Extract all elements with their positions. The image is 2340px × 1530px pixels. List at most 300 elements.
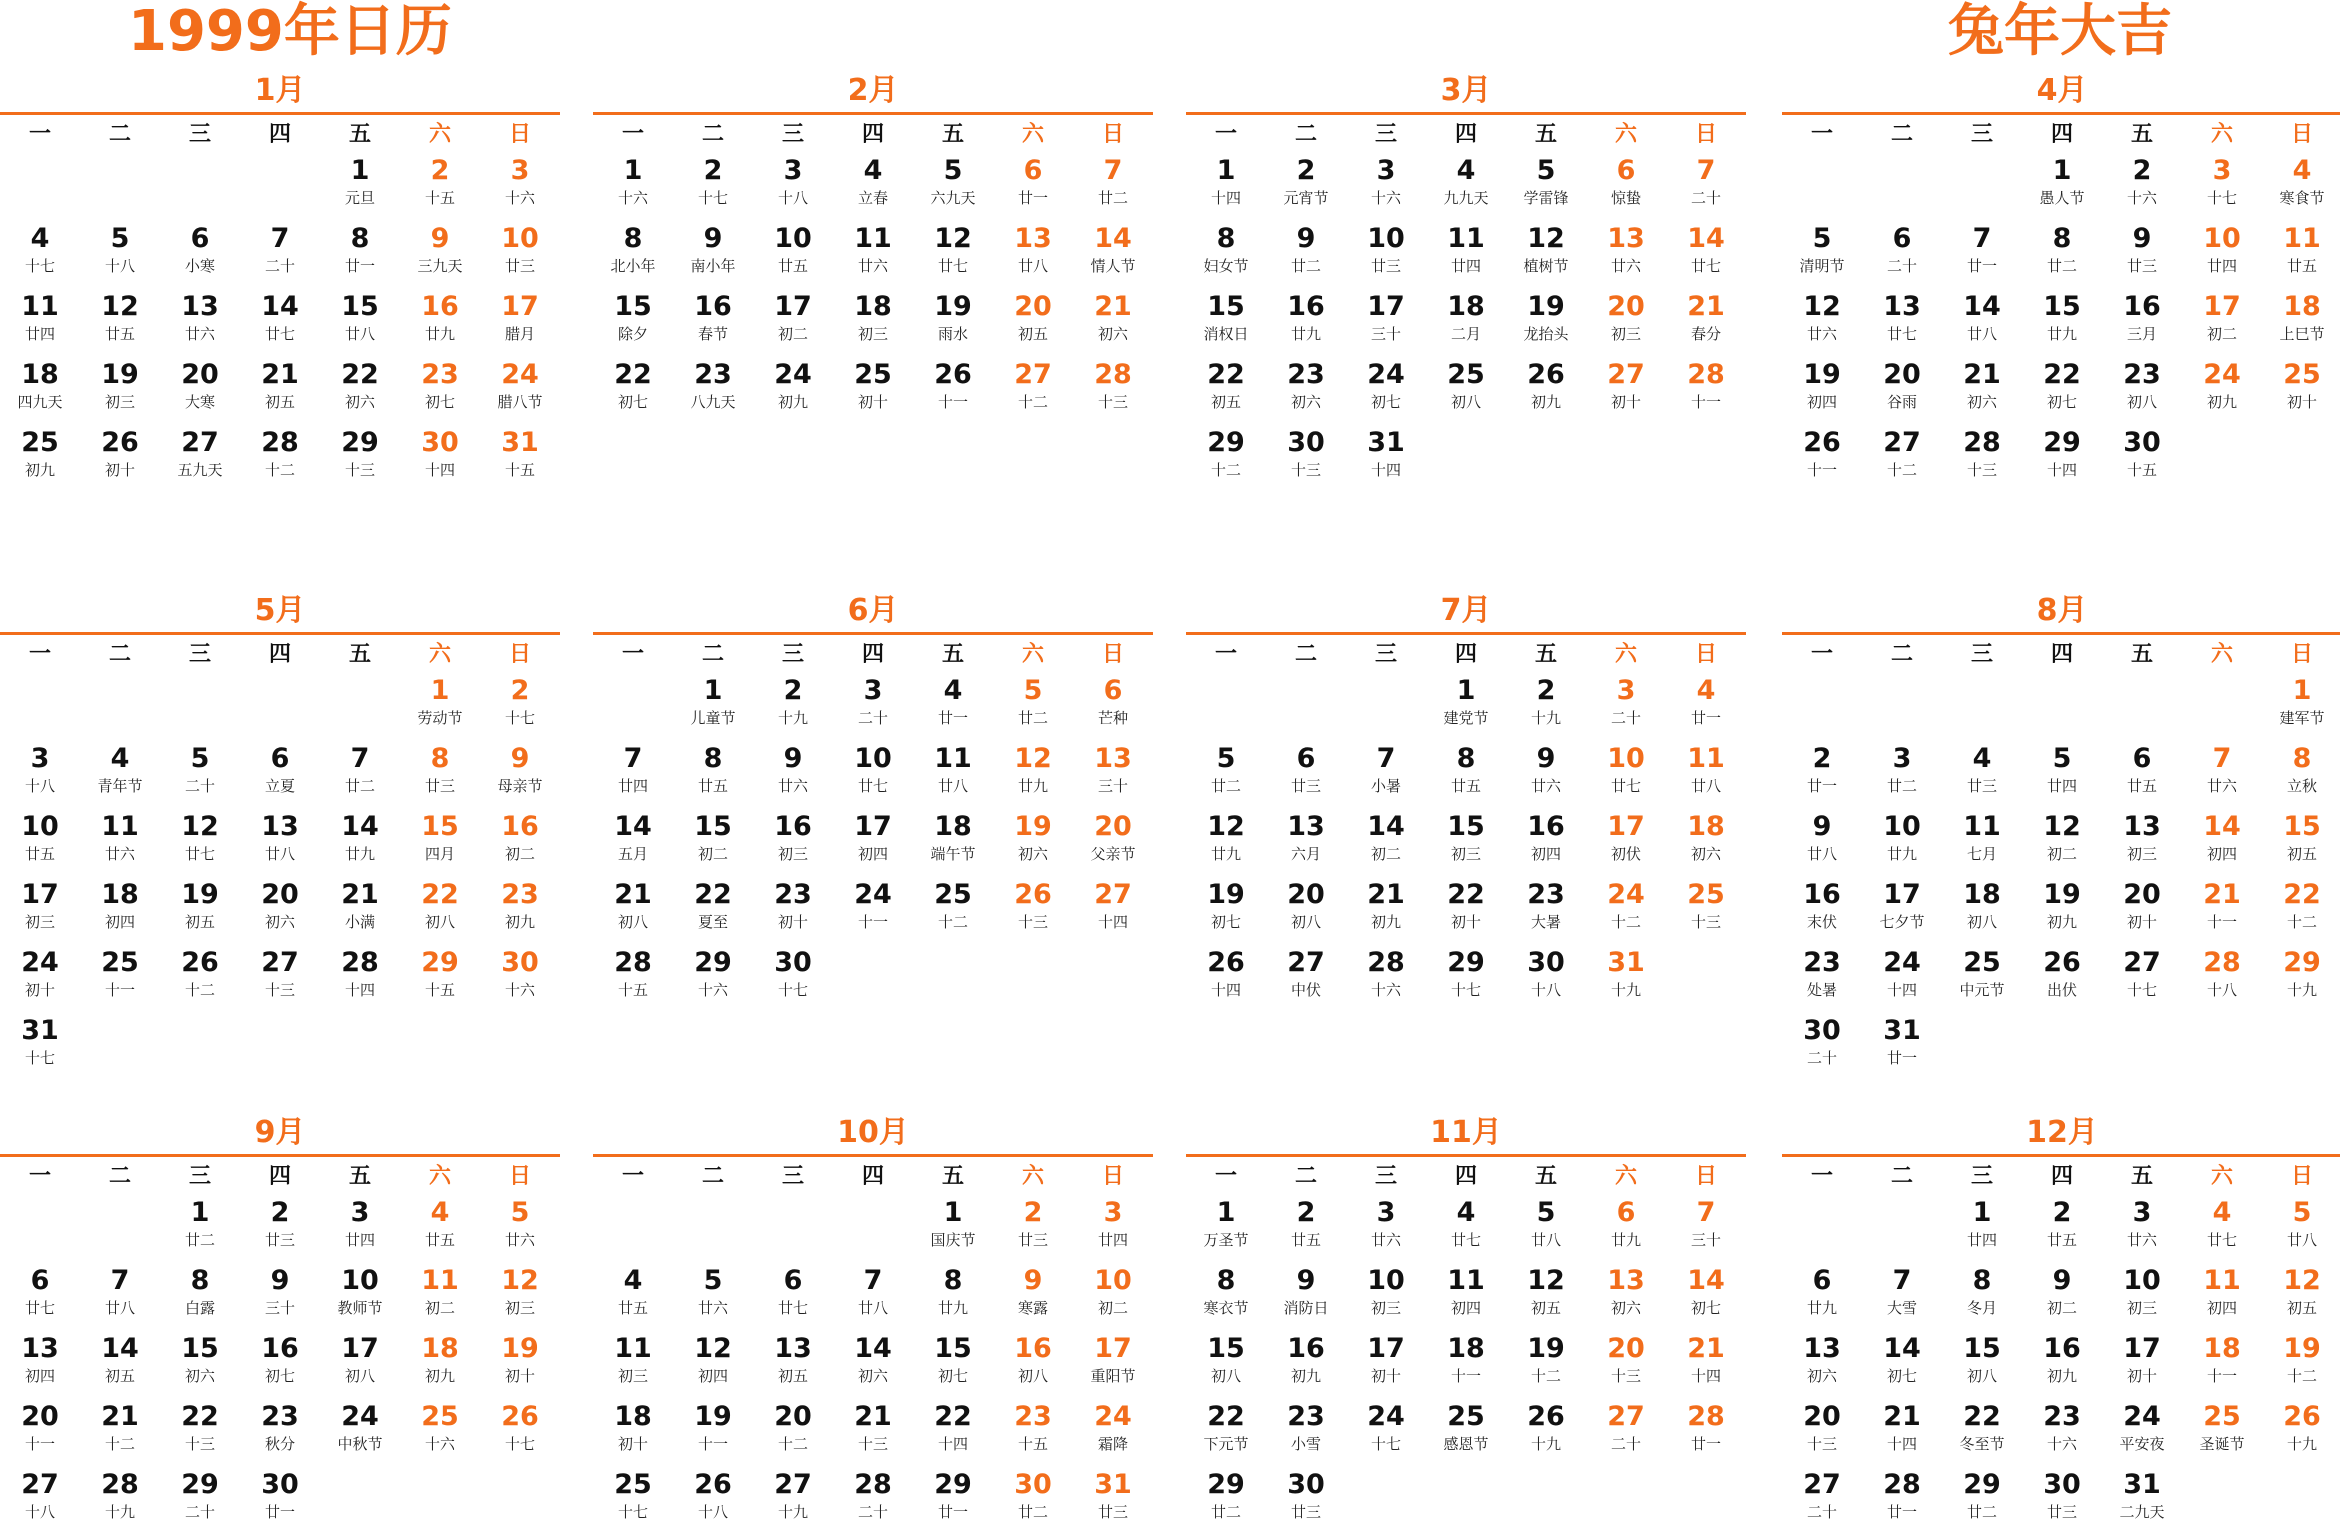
- day-cell: [1186, 742, 1266, 804]
- lunar-date: 初七: [1886, 1367, 1917, 1385]
- lunar-date: 廿九: [1610, 1231, 1641, 1249]
- weekday-label: 五: [941, 642, 964, 667]
- lunar-date: 初九: [424, 1367, 455, 1385]
- lunar-date: 廿五: [24, 845, 55, 863]
- lunar-date: 十九: [1530, 709, 1561, 727]
- lunar-date: 龙抬头: [1523, 325, 1569, 343]
- day-number: 29: [694, 947, 732, 978]
- day-cell: [913, 222, 993, 284]
- lunar-date: 初三: [2126, 1299, 2157, 1317]
- day-number: 22: [2043, 359, 2081, 390]
- day-cell: [1862, 426, 1942, 488]
- day-cell: [673, 222, 753, 284]
- day-cell: [400, 946, 480, 1008]
- lunar-date: 廿二: [1886, 777, 1917, 795]
- lunar-date: 廿九: [1886, 845, 1917, 863]
- day-cell: [240, 810, 320, 872]
- day-cell: [2102, 1468, 2182, 1530]
- day-number: 14: [1367, 811, 1405, 842]
- day-cell: [400, 1332, 480, 1394]
- lunar-date: 三九天: [417, 257, 463, 275]
- weekday-label: 一: [1214, 1164, 1237, 1189]
- day-number: 9: [1536, 743, 1556, 774]
- day-cell: [320, 154, 400, 216]
- lunar-date: 十九: [104, 1503, 135, 1521]
- day-number: 18: [1687, 811, 1725, 842]
- weekday-label: 日: [1101, 122, 1124, 147]
- day-number: 30: [421, 427, 459, 458]
- day-cell: [2262, 222, 2340, 284]
- lunar-date: 四月: [424, 845, 455, 863]
- weekday-header: [0, 1162, 560, 1192]
- day-cell: [673, 358, 753, 420]
- day-number: 6: [1023, 155, 1043, 186]
- lunar-date: 廿七: [1886, 325, 1917, 343]
- day-cell: [1942, 1196, 2022, 1258]
- day-cell: [80, 810, 160, 872]
- weekday-label: 六: [1614, 122, 1637, 147]
- day-number: 22: [934, 1401, 972, 1432]
- day-number: 17: [2123, 1333, 2161, 1364]
- day-cell: [2022, 290, 2102, 352]
- lunar-date: 十八: [777, 189, 808, 207]
- greeting-title: 兔年大吉: [1948, 0, 2172, 64]
- lunar-date: 感恩节: [1443, 1435, 1489, 1453]
- lunar-date: 廿八: [1806, 845, 1837, 863]
- lunar-date: 大寒: [184, 393, 215, 411]
- day-cell: [2262, 290, 2340, 352]
- day-cell: [160, 426, 240, 488]
- weekday-label: 一: [1214, 122, 1237, 147]
- day-cell: [1073, 1400, 1153, 1462]
- lunar-date: 初五: [777, 1367, 808, 1385]
- month-title: 11月: [1430, 1115, 1502, 1150]
- lunar-date: 廿六: [504, 1231, 535, 1249]
- lunar-date: 七夕节: [1879, 913, 1925, 931]
- lunar-date: 廿八: [1690, 777, 1721, 795]
- day-cell: [1942, 290, 2022, 352]
- lunar-date: 十六: [504, 981, 535, 999]
- day-number: 10: [501, 223, 539, 254]
- day-number: 13: [1094, 743, 1132, 774]
- day-cell: [240, 290, 320, 352]
- lunar-date: 初五: [1017, 325, 1048, 343]
- weekday-label: 五: [2130, 122, 2153, 147]
- day-number: 25: [1963, 947, 2001, 978]
- day-cell: [1426, 946, 1506, 1008]
- day-number: 9: [1296, 1265, 1316, 1296]
- lunar-date: 十七: [1450, 981, 1481, 999]
- day-cell: [673, 810, 753, 872]
- day-number: 3: [1892, 743, 1912, 774]
- day-cell: [2262, 358, 2340, 420]
- day-number: 15: [1207, 291, 1245, 322]
- day-cell: [993, 1400, 1073, 1462]
- month-divider: [1186, 112, 1746, 115]
- day-cell: [673, 742, 753, 804]
- day-cell: [1666, 1332, 1746, 1394]
- month-title: 6月: [847, 593, 899, 628]
- day-number: 16: [261, 1333, 299, 1364]
- day-number: 6: [1812, 1265, 1832, 1296]
- day-cell: [2102, 426, 2182, 488]
- day-cell: [913, 1264, 993, 1326]
- lunar-date: 二十: [857, 709, 888, 727]
- day-cell: [1666, 154, 1746, 216]
- day-cell: [913, 1332, 993, 1394]
- weekday-label: 日: [508, 642, 531, 667]
- day-cell: [1666, 674, 1746, 736]
- weekday-label: 五: [1534, 122, 1557, 147]
- lunar-date: 廿七: [937, 257, 968, 275]
- lunar-date: 十七: [2206, 189, 2237, 207]
- lunar-date: 廿二: [2046, 257, 2077, 275]
- day-number: 17: [1367, 291, 1405, 322]
- day-cell: [240, 1264, 320, 1326]
- day-cell: [1426, 1332, 1506, 1394]
- day-number: 22: [1207, 1401, 1245, 1432]
- lunar-date: 廿六: [1530, 777, 1561, 795]
- weekday-label: 日: [508, 1164, 531, 1189]
- day-cell: [1506, 1332, 1586, 1394]
- day-number: 8: [430, 743, 450, 774]
- day-cell: [1506, 878, 1586, 940]
- day-number: 20: [1287, 879, 1325, 910]
- lunar-date: 廿三: [1017, 1231, 1048, 1249]
- day-number: 7: [270, 223, 290, 254]
- lunar-date: 初六: [1610, 1299, 1641, 1317]
- weekday-label: 日: [1694, 1164, 1717, 1189]
- lunar-date: 中伏: [1290, 981, 1321, 999]
- lunar-date: 儿童节: [690, 709, 736, 727]
- day-number: 29: [421, 947, 459, 978]
- day-cell: [753, 878, 833, 940]
- lunar-date: 廿八: [1530, 1231, 1561, 1249]
- lunar-date: 初二: [1097, 1299, 1128, 1317]
- lunar-date: 十三: [1290, 461, 1321, 479]
- day-cell: [320, 742, 400, 804]
- day-cell: [240, 946, 320, 1008]
- day-cell: [2102, 358, 2182, 420]
- month-title: 5月: [254, 593, 306, 628]
- day-cell: [320, 222, 400, 284]
- day-cell: [1666, 358, 1746, 420]
- day-cell: [80, 426, 160, 488]
- day-cell: [320, 1196, 400, 1258]
- lunar-date: 十四: [1210, 981, 1241, 999]
- weekday-label: 三: [781, 122, 804, 147]
- day-cell: [993, 810, 1073, 872]
- day-number: 19: [694, 1401, 732, 1432]
- weekday-label: 二: [1294, 1164, 1317, 1189]
- weekday-label: 五: [1534, 642, 1557, 667]
- day-cell: [913, 1196, 993, 1258]
- lunar-date: 消防日: [1283, 1299, 1329, 1317]
- day-cell: [1266, 426, 1346, 488]
- day-number: 18: [1447, 1333, 1485, 1364]
- lunar-date: 八九天: [690, 393, 736, 411]
- day-number: 9: [430, 223, 450, 254]
- day-cell: [1266, 222, 1346, 284]
- lunar-date: 初五: [184, 913, 215, 931]
- day-cell: [833, 674, 913, 736]
- day-cell: [480, 358, 560, 420]
- day-number: 22: [181, 1401, 219, 1432]
- day-cell: [1073, 1332, 1153, 1394]
- day-cell: [2262, 810, 2340, 872]
- lunar-date: 十五: [2126, 461, 2157, 479]
- day-number: 4: [430, 1197, 450, 1228]
- lunar-date: 廿三: [264, 1231, 295, 1249]
- day-number: 31: [2123, 1469, 2161, 1500]
- day-number: 19: [181, 879, 219, 910]
- day-cell: [1942, 222, 2022, 284]
- weekday-label: 六: [1021, 122, 1044, 147]
- day-number: 30: [1014, 1469, 1052, 1500]
- lunar-date: 初六: [1290, 393, 1321, 411]
- day-cell: [833, 1468, 913, 1530]
- weekday-label: 三: [1970, 642, 1993, 667]
- day-number: 1: [2052, 155, 2072, 186]
- lunar-date: 廿五: [1290, 1231, 1321, 1249]
- day-number: 16: [1014, 1333, 1052, 1364]
- day-cell: [1862, 1468, 1942, 1530]
- day-number: 21: [614, 879, 652, 910]
- day-cell: [1862, 878, 1942, 940]
- day-number: 4: [1456, 155, 1476, 186]
- lunar-date: 初九: [2206, 393, 2237, 411]
- day-number: 10: [2203, 223, 2241, 254]
- lunar-date: 廿八: [937, 777, 968, 795]
- weekday-header: [593, 120, 1153, 150]
- day-number: 3: [1376, 1197, 1396, 1228]
- day-number: 23: [1527, 879, 1565, 910]
- day-cell: [593, 154, 673, 216]
- weekday-label: 六: [1614, 642, 1637, 667]
- day-cell: [753, 1264, 833, 1326]
- lunar-date: 廿三: [2046, 1503, 2077, 1521]
- day-cell: [1266, 1468, 1346, 1530]
- day-number: 21: [2203, 879, 2241, 910]
- day-cell: [913, 810, 993, 872]
- day-cell: [1073, 878, 1153, 940]
- lunar-date: 十九: [777, 709, 808, 727]
- lunar-date: 廿六: [184, 325, 215, 343]
- day-number: 15: [421, 811, 459, 842]
- day-cell: [2022, 1332, 2102, 1394]
- day-cell: [1426, 742, 1506, 804]
- day-cell: [1346, 358, 1426, 420]
- day-cell: [1586, 742, 1666, 804]
- month-divider: [593, 1154, 1153, 1157]
- lunar-date: 出伏: [2046, 981, 2077, 999]
- day-number: 8: [1972, 1265, 1992, 1296]
- day-number: 3: [510, 155, 530, 186]
- day-cell: [0, 1400, 80, 1462]
- day-cell: [2102, 878, 2182, 940]
- day-cell: [1073, 742, 1153, 804]
- day-cell: [1942, 426, 2022, 488]
- day-number: 21: [854, 1401, 892, 1432]
- weekday-label: 五: [348, 122, 371, 147]
- weekday-label: 六: [2210, 122, 2233, 147]
- day-number: 25: [614, 1469, 652, 1500]
- day-number: 25: [1447, 1401, 1485, 1432]
- lunar-date: 初八: [1966, 1367, 1997, 1385]
- day-number: 14: [341, 811, 379, 842]
- weekday-label: 二: [1890, 1164, 1913, 1189]
- lunar-date: 下元节: [1203, 1435, 1249, 1453]
- day-cell: [1862, 290, 1942, 352]
- day-number: 31: [1883, 1015, 1921, 1046]
- lunar-date: 二十: [184, 1503, 215, 1521]
- lunar-date: 上巳节: [2279, 325, 2325, 343]
- day-number: 20: [1094, 811, 1132, 842]
- day-number: 16: [694, 291, 732, 322]
- lunar-date: 愚人节: [2039, 189, 2085, 207]
- lunar-date: 初二: [504, 845, 535, 863]
- day-number: 6: [190, 223, 210, 254]
- weekday-label: 日: [508, 122, 531, 147]
- day-number: 3: [863, 675, 883, 706]
- day-number: 10: [1094, 1265, 1132, 1296]
- lunar-date: 初八: [1210, 1367, 1241, 1385]
- day-number: 11: [2203, 1265, 2241, 1296]
- lunar-date: 廿九: [424, 325, 455, 343]
- lunar-date: 处暑: [1806, 981, 1837, 999]
- lunar-date: 廿四: [2206, 257, 2237, 275]
- lunar-date: 初三: [504, 1299, 535, 1317]
- lunar-date: 廿五: [2126, 777, 2157, 795]
- lunar-date: 初十: [1610, 393, 1641, 411]
- day-number: 5: [110, 223, 130, 254]
- lunar-date: 廿九: [937, 1299, 968, 1317]
- weekday-header: [0, 640, 560, 670]
- day-number: 4: [1972, 743, 1992, 774]
- weekday-label: 一: [621, 1164, 644, 1189]
- day-number: 30: [2043, 1469, 2081, 1500]
- lunar-date: 十五: [617, 981, 648, 999]
- lunar-date: 廿四: [24, 325, 55, 343]
- weekday-label: 日: [1694, 122, 1717, 147]
- day-number: 8: [350, 223, 370, 254]
- weekday-label: 五: [941, 122, 964, 147]
- day-number: 1: [1216, 1197, 1236, 1228]
- day-cell: [1666, 878, 1746, 940]
- day-number: 22: [421, 879, 459, 910]
- day-cell: [320, 426, 400, 488]
- day-number: 12: [1207, 811, 1245, 842]
- lunar-date: 廿一: [344, 257, 375, 275]
- day-cell: [1506, 1264, 1586, 1326]
- lunar-date: 霜降: [1097, 1435, 1128, 1453]
- lunar-date: 六九天: [930, 189, 976, 207]
- lunar-date: 初三: [2126, 845, 2157, 863]
- day-cell: [1506, 290, 1586, 352]
- day-cell: [1586, 1196, 1666, 1258]
- lunar-date: 十三: [857, 1435, 888, 1453]
- lunar-date: 初三: [617, 1367, 648, 1385]
- day-number: 12: [934, 223, 972, 254]
- day-cell: [1346, 290, 1426, 352]
- weekday-label: 日: [1101, 1164, 1124, 1189]
- lunar-date: 元旦: [344, 189, 375, 207]
- day-number: 3: [1616, 675, 1636, 706]
- day-number: 14: [854, 1333, 892, 1364]
- lunar-date: 初七: [1370, 393, 1401, 411]
- weekday-label: 四: [861, 1164, 884, 1189]
- lunar-date: 寒露: [1017, 1299, 1048, 1317]
- lunar-date: 十三: [184, 1435, 215, 1453]
- lunar-date: 四九天: [17, 393, 63, 411]
- lunar-date: 十五: [1017, 1435, 1048, 1453]
- day-number: 7: [1972, 223, 1992, 254]
- month-title: 1月: [254, 73, 306, 108]
- day-cell: [400, 1264, 480, 1326]
- day-number: 10: [2123, 1265, 2161, 1296]
- lunar-date: 秋分: [264, 1435, 295, 1453]
- day-cell: [2182, 1400, 2262, 1462]
- day-number: 14: [261, 291, 299, 322]
- day-cell: [240, 1400, 320, 1462]
- day-cell: [2262, 742, 2340, 804]
- lunar-date: 初九: [1530, 393, 1561, 411]
- day-number: 17: [1367, 1333, 1405, 1364]
- lunar-date: 三十: [264, 1299, 295, 1317]
- day-cell: [2022, 222, 2102, 284]
- day-number: 19: [1207, 879, 1245, 910]
- lunar-date: 万圣节: [1203, 1231, 1249, 1249]
- day-cell: [2102, 1400, 2182, 1462]
- day-number: 6: [2132, 743, 2152, 774]
- lunar-date: 十四: [1370, 461, 1401, 479]
- lunar-date: 二十: [1806, 1503, 1837, 1521]
- day-number: 3: [1376, 155, 1396, 186]
- day-cell: [1782, 426, 1862, 488]
- day-number: 5: [943, 155, 963, 186]
- lunar-date: 廿一: [1886, 1049, 1917, 1067]
- day-number: 25: [1447, 359, 1485, 390]
- weekday-label: 日: [2290, 642, 2313, 667]
- day-number: 24: [1367, 1401, 1405, 1432]
- day-number: 29: [2283, 947, 2321, 978]
- day-number: 30: [2123, 427, 2161, 458]
- day-number: 28: [2203, 947, 2241, 978]
- day-cell: [1186, 1196, 1266, 1258]
- weekday-label: 一: [28, 1164, 51, 1189]
- day-number: 23: [2043, 1401, 2081, 1432]
- weekday-label: 一: [621, 122, 644, 147]
- weekday-label: 三: [1970, 122, 1993, 147]
- weekday-label: 一: [1214, 642, 1237, 667]
- lunar-date: 十八: [2206, 981, 2237, 999]
- lunar-date: 妇女节: [1203, 257, 1249, 275]
- weekday-label: 一: [1810, 1164, 1833, 1189]
- day-cell: [0, 878, 80, 940]
- weekday-label: 五: [941, 1164, 964, 1189]
- day-number: 27: [1094, 879, 1132, 910]
- lunar-date: 小满: [344, 913, 375, 931]
- weekday-label: 三: [1970, 1164, 1993, 1189]
- lunar-date: 廿三: [2126, 257, 2157, 275]
- day-number: 10: [1367, 1265, 1405, 1296]
- day-number: 13: [1803, 1333, 1841, 1364]
- day-cell: [2022, 1400, 2102, 1462]
- day-cell: [1862, 946, 1942, 1008]
- day-cell: [593, 946, 673, 1008]
- month-divider: [1186, 1154, 1746, 1157]
- day-cell: [2102, 1196, 2182, 1258]
